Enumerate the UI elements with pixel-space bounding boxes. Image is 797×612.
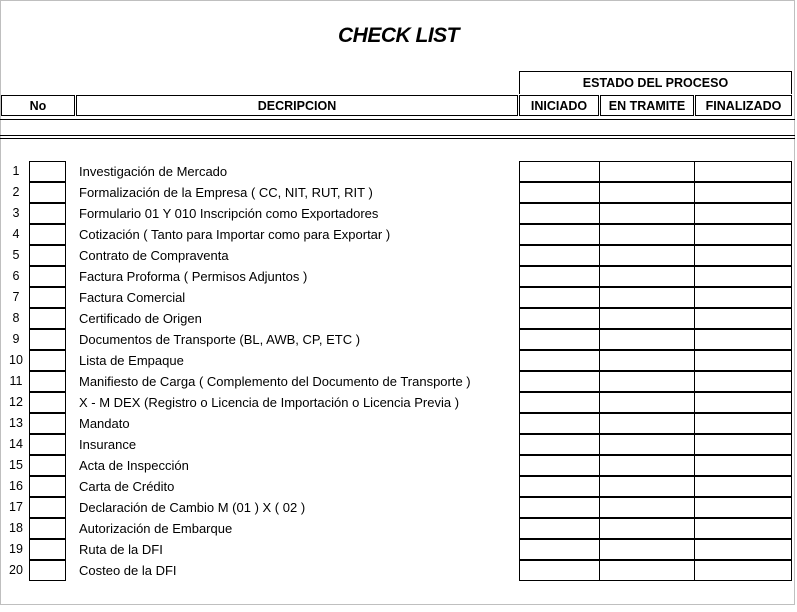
row-description: Costeo de la DFI xyxy=(79,563,177,578)
en-tramite-cell[interactable] xyxy=(599,245,695,266)
row-checkbox-cell[interactable] xyxy=(29,560,66,581)
row-description: Certificado de Origen xyxy=(79,311,202,326)
row-checkbox-cell[interactable] xyxy=(29,371,66,392)
row-checkbox-cell[interactable] xyxy=(29,266,66,287)
row-checkbox-cell[interactable] xyxy=(29,518,66,539)
checklist-row xyxy=(0,350,797,371)
iniciado-cell[interactable] xyxy=(519,392,600,413)
checklist-row xyxy=(0,476,797,497)
row-checkbox-cell[interactable] xyxy=(29,392,66,413)
en-tramite-cell[interactable] xyxy=(599,518,695,539)
en-tramite-column-header: EN TRAMITE xyxy=(600,95,694,116)
row-description: Insurance xyxy=(79,437,137,452)
checklist-row xyxy=(0,371,797,392)
iniciado-cell[interactable] xyxy=(519,203,600,224)
row-checkbox-cell[interactable] xyxy=(29,245,66,266)
page-title: CHECK LIST xyxy=(338,24,459,47)
en-tramite-cell[interactable] xyxy=(599,392,695,413)
divider-double-a xyxy=(0,135,795,136)
en-tramite-cell[interactable] xyxy=(599,161,695,182)
row-description: Formulario 01 Y 010 Inscripción como Exportadores xyxy=(79,206,379,221)
iniciado-cell[interactable] xyxy=(519,224,600,245)
finalizado-cell[interactable] xyxy=(694,350,792,371)
checklist-row xyxy=(0,413,797,434)
row-number: 16 xyxy=(9,479,23,493)
row-number: 19 xyxy=(9,542,23,556)
finalizado-column-header: FINALIZADO xyxy=(695,95,792,116)
row-number: 6 xyxy=(12,269,20,283)
checklist-row xyxy=(0,560,797,581)
iniciado-cell[interactable] xyxy=(519,245,600,266)
finalizado-cell[interactable] xyxy=(694,329,792,350)
iniciado-cell[interactable] xyxy=(519,413,600,434)
iniciado-cell[interactable] xyxy=(519,161,600,182)
checklist-row xyxy=(0,539,797,560)
finalizado-cell[interactable] xyxy=(694,539,792,560)
en-tramite-cell[interactable] xyxy=(599,539,695,560)
checklist-row xyxy=(0,182,797,203)
en-tramite-cell[interactable] xyxy=(599,560,695,581)
finalizado-cell[interactable] xyxy=(694,560,792,581)
row-number: 8 xyxy=(12,311,20,325)
row-description: Investigación de Mercado xyxy=(79,164,228,179)
en-tramite-cell[interactable] xyxy=(599,287,695,308)
finalizado-cell[interactable] xyxy=(694,371,792,392)
finalizado-cell[interactable] xyxy=(694,224,792,245)
divider-double-b xyxy=(0,138,795,139)
checklist-row xyxy=(0,245,797,266)
row-description: Lista de Empaque xyxy=(79,353,184,368)
row-number: 11 xyxy=(9,374,23,388)
divider-top xyxy=(0,119,795,120)
iniciado-cell[interactable] xyxy=(519,287,600,308)
row-checkbox-cell[interactable] xyxy=(29,434,66,455)
iniciado-cell[interactable] xyxy=(519,308,600,329)
row-number: 2 xyxy=(12,185,20,199)
finalizado-cell[interactable] xyxy=(694,308,792,329)
row-description: Cotización ( Tanto para Importar como para Exportar ) xyxy=(79,227,391,242)
row-description: Acta de Inspección xyxy=(79,458,189,473)
row-description: Mandato xyxy=(79,416,130,431)
checklist-row xyxy=(0,203,797,224)
row-description: X - M DEX (Registro o Licencia de Importación o Licencia Previa ) xyxy=(79,395,460,410)
row-description: Declaración de Cambio M (01 ) X ( 02 ) xyxy=(79,500,306,515)
iniciado-cell[interactable] xyxy=(519,434,600,455)
row-checkbox-cell[interactable] xyxy=(29,497,66,518)
finalizado-cell[interactable] xyxy=(694,266,792,287)
en-tramite-cell[interactable] xyxy=(599,413,695,434)
iniciado-column-header: INICIADO xyxy=(519,95,599,116)
en-tramite-cell[interactable] xyxy=(599,371,695,392)
row-checkbox-cell[interactable] xyxy=(29,350,66,371)
row-number: 9 xyxy=(12,332,20,346)
checklist-row xyxy=(0,161,797,182)
en-tramite-cell[interactable] xyxy=(599,350,695,371)
finalizado-cell[interactable] xyxy=(694,392,792,413)
row-checkbox-cell[interactable] xyxy=(29,455,66,476)
row-description: Contrato de Compraventa xyxy=(79,248,229,263)
row-number: 20 xyxy=(9,563,23,577)
checklist-row xyxy=(0,434,797,455)
checklist-row xyxy=(0,455,797,476)
row-checkbox-cell[interactable] xyxy=(29,182,66,203)
en-tramite-cell[interactable] xyxy=(599,266,695,287)
estado-header: ESTADO DEL PROCESO xyxy=(519,71,792,94)
row-checkbox-cell[interactable] xyxy=(29,203,66,224)
row-number: 14 xyxy=(9,437,23,451)
finalizado-cell[interactable] xyxy=(694,161,792,182)
row-number: 5 xyxy=(12,248,20,262)
checklist-row xyxy=(0,329,797,350)
row-description: Carta de Crédito xyxy=(79,479,175,494)
row-description: Factura Comercial xyxy=(79,290,186,305)
en-tramite-cell[interactable] xyxy=(599,182,695,203)
row-number: 7 xyxy=(12,290,20,304)
checklist-row xyxy=(0,392,797,413)
row-number: 3 xyxy=(12,206,20,220)
iniciado-cell[interactable] xyxy=(519,539,600,560)
en-tramite-cell[interactable] xyxy=(599,434,695,455)
descripcion-column-header: DECRIPCION xyxy=(76,95,518,116)
row-checkbox-cell[interactable] xyxy=(29,308,66,329)
iniciado-cell[interactable] xyxy=(519,497,600,518)
row-description: Documentos de Transporte (BL, AWB, CP, ETC ) xyxy=(79,332,361,347)
row-number: 18 xyxy=(9,521,23,535)
finalizado-cell[interactable] xyxy=(694,434,792,455)
row-checkbox-cell[interactable] xyxy=(29,476,66,497)
row-number: 1 xyxy=(12,164,20,178)
en-tramite-cell[interactable] xyxy=(599,455,695,476)
checklist-row xyxy=(0,308,797,329)
iniciado-cell[interactable] xyxy=(519,476,600,497)
row-description: Ruta de la DFI xyxy=(79,542,163,557)
no-column-header: No xyxy=(1,95,75,116)
en-tramite-cell[interactable] xyxy=(599,308,695,329)
iniciado-cell[interactable] xyxy=(519,371,600,392)
en-tramite-cell[interactable] xyxy=(599,497,695,518)
row-number: 4 xyxy=(12,227,20,241)
en-tramite-cell[interactable] xyxy=(599,224,695,245)
row-number: 10 xyxy=(9,353,23,367)
checklist-row xyxy=(0,497,797,518)
iniciado-cell[interactable] xyxy=(519,329,600,350)
iniciado-cell[interactable] xyxy=(519,560,600,581)
checklist-row xyxy=(0,266,797,287)
finalizado-cell[interactable] xyxy=(694,497,792,518)
row-number: 13 xyxy=(9,416,23,430)
iniciado-cell[interactable] xyxy=(519,455,600,476)
checklist-row xyxy=(0,287,797,308)
finalizado-cell[interactable] xyxy=(694,476,792,497)
finalizado-cell[interactable] xyxy=(694,182,792,203)
finalizado-cell[interactable] xyxy=(694,287,792,308)
en-tramite-cell[interactable] xyxy=(599,476,695,497)
row-number: 17 xyxy=(9,500,23,514)
row-number: 12 xyxy=(9,395,23,409)
finalizado-cell[interactable] xyxy=(694,203,792,224)
row-description: Manifiesto de Carga ( Complemento del Documento de Transporte ) xyxy=(79,374,471,389)
iniciado-cell[interactable] xyxy=(519,266,600,287)
row-checkbox-cell[interactable] xyxy=(29,161,66,182)
finalizado-cell[interactable] xyxy=(694,245,792,266)
row-checkbox-cell[interactable] xyxy=(29,539,66,560)
finalizado-cell[interactable] xyxy=(694,455,792,476)
row-checkbox-cell[interactable] xyxy=(29,329,66,350)
iniciado-cell[interactable] xyxy=(519,518,600,539)
checklist-row xyxy=(0,518,797,539)
finalizado-cell[interactable] xyxy=(694,413,792,434)
row-description: Autorización de Embarque xyxy=(79,521,233,536)
en-tramite-cell[interactable] xyxy=(599,203,695,224)
row-description: Factura Proforma ( Permisos Adjuntos ) xyxy=(79,269,308,284)
row-description: Formalización de la Empresa ( CC, NIT, RUT, RIT ) xyxy=(79,185,373,200)
row-number: 15 xyxy=(9,458,23,472)
row-checkbox-cell[interactable] xyxy=(29,413,66,434)
row-checkbox-cell[interactable] xyxy=(29,287,66,308)
checklist-row xyxy=(0,224,797,245)
row-checkbox-cell[interactable] xyxy=(29,224,66,245)
finalizado-cell[interactable] xyxy=(694,518,792,539)
en-tramite-cell[interactable] xyxy=(599,329,695,350)
iniciado-cell[interactable] xyxy=(519,182,600,203)
iniciado-cell[interactable] xyxy=(519,350,600,371)
